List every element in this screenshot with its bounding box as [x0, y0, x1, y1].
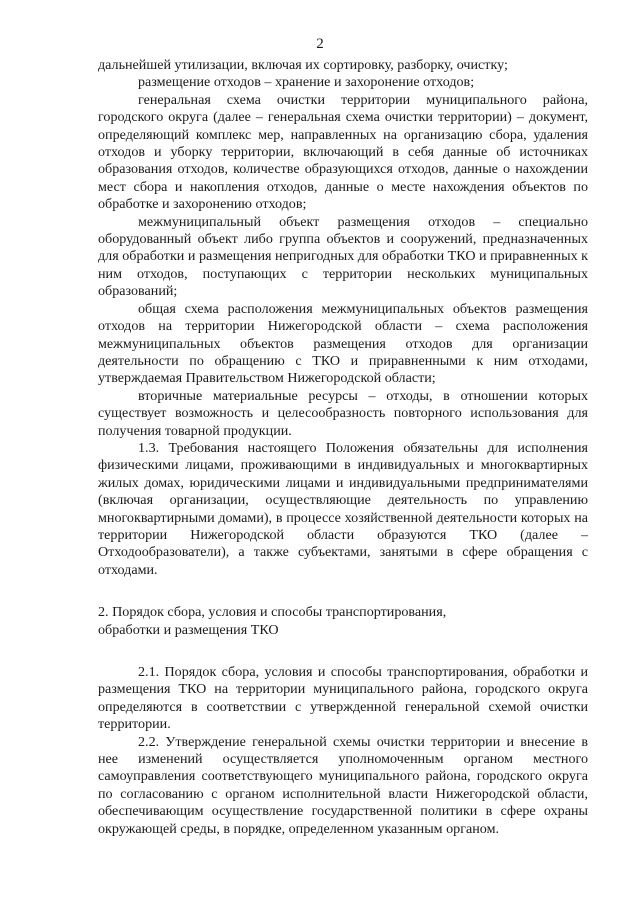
- spacer: [98, 639, 588, 664]
- definition-intermunicipal-facility: межмуниципальный объект размещения отходов – специально оборудованный объект либо группа объектов и сооружений, предназначенных для обработки и размещения непригодных для обработки ТКО и приравненных к ним отходов, поступающих с территории нескольких муниципальных образований;: [98, 213, 588, 300]
- section-2-heading: [98, 604, 588, 639]
- paragraph-continuation: дальнейшей утилизации, включая их сортировку, разборку, очистку;: [98, 57, 508, 73]
- definition-general-scheme: генеральная схема очистки территории муниципального района, городского округа (далее – генеральная схема очистки территории) – документ, определяющий комплекс мер, направленных на организацию сбора, удаления отходов и уборку территории, включающий в себя данные об источниках образования отходов, количестве образующихся отходов, данные о нахождении мест сбора и накопления отходов, данные о месте нахождения объектов по обработке и захоронению отходов;: [98, 91, 588, 213]
- document-body: [98, 57, 588, 838]
- definition-secondary-resources: вторичные материальные ресурсы – отходы, в отношении которых существует возможность и целесообразность повторного использования для получения товарной продукции.: [98, 387, 588, 439]
- section-2-heading-line1: 2. Порядок сбора, условия и способы транспортирования,: [98, 604, 447, 621]
- clause-2-2: 2.2. Утверждение генеральной схемы очистки территории и внесение в нее изменений осуществляется уполномоченным органом местного самоуправления соответствующего муниципального района, городского округа по согласованию с органом исполнительной власти Нижегородской области, обеспечивающим осуществление государственной политики в сфере охраны окружающей среды, в порядке, определенном указанным органом.: [98, 733, 588, 837]
- clause-2-1: 2.1. Порядок сбора, условия и способы транспортирования, обработки и размещения ТКО на территории муниципального района, городского округа определяются в соответствии с утвержденной генеральной схемой очистки территории.: [98, 664, 588, 733]
- page-number: 2: [316, 36, 324, 52]
- definition-waste-placement: размещение отходов – хранение и захоронение отходов;: [138, 74, 475, 91]
- clause-1-3: 1.3. Требования настоящего Положения обязательны для исполнения физическими лицами, проживающими в индивидуальных и многоквартирных жилых домах, юридическими лицами и индивидуальными предпринимателями (включая организации, осуществляющие деятельность по управлению многоквартирными домами), в процессе хозяйственной деятельности которых на территории Нижегородской области образуются ТКО (далее – Отходообразователи), а также субъектами, занятыми в сфере обращения с отходами.: [98, 439, 588, 578]
- section-2-heading-line2: обработки и размещения ТКО: [98, 621, 279, 638]
- definition-general-layout-scheme: общая схема расположения межмуниципальных объектов размещения отходов на территории Нижегородской области – схема расположения межмуниципальных объектов размещения отходов для организации деятельности по обращению с ТКО и приравненными к ним отходами, утверждаемая Правительством Нижегородской области;: [98, 300, 588, 387]
